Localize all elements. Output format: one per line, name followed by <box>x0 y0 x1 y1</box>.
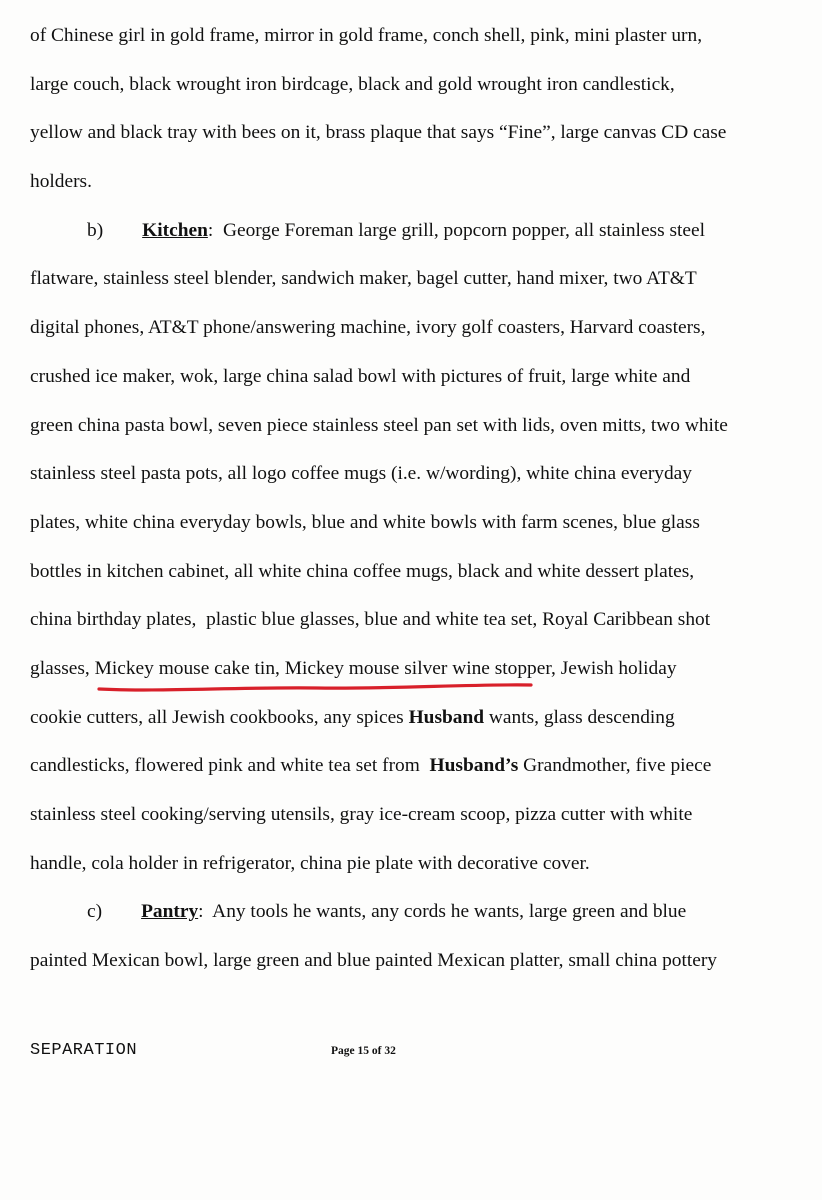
husband-bold-text: Husband <box>408 706 485 728</box>
kitchen-line: digital phones, AT&T phone/answering machine, ivory golf coasters, Harvard coasters, <box>30 317 706 339</box>
kitchen-line: flatware, stainless steel blender, sandwich maker, bagel cutter, hand mixer, two AT&T <box>30 268 697 290</box>
kitchen-heading-line <box>30 207 805 256</box>
body-line: yellow and black tray with bees on it, brass plaque that says “Fine”, large canvas CD case <box>30 122 727 144</box>
body-line: holders. <box>30 171 92 193</box>
kitchen-line: crushed ice maker, wok, large china salad bowl with pictures of fruit, large white and <box>30 365 691 387</box>
kitchen-line-husband <box>30 694 805 743</box>
kitchen-line-husband-grandmother <box>30 742 805 791</box>
pantry-heading-colon: : <box>198 901 204 923</box>
kitchen-heading-colon: : <box>207 219 214 241</box>
pantry-label: c) <box>87 901 103 923</box>
kitchen-line-segment: Grandmother, five piece <box>518 755 712 777</box>
kitchen-line-segment: candlesticks, flowered pink and white tea set from <box>30 755 430 777</box>
body-line: large couch, black wrought iron birdcage, black and gold wrought iron candlestick, <box>30 73 675 95</box>
body-line: of Chinese girl in gold frame, mirror in gold frame, conch shell, pink, mini plaster urn, <box>30 25 703 46</box>
pantry-heading: Pantry <box>141 901 199 923</box>
kitchen-line: green china pasta bowl, seven piece stainless steel pan set with lids, oven mitts, two white <box>30 414 728 436</box>
kitchen-line: stainless steel pasta pots, all logo coffee mugs (i.e. w/wording), white china everyday <box>30 463 692 485</box>
pantry-line: painted Mexican bowl, large green and blue painted Mexican platter, small china pottery <box>30 950 717 972</box>
kitchen-line: china birthday plates, plastic blue glasses, blue and white tea set, Royal Caribbean shot <box>30 609 711 631</box>
document-body <box>30 12 805 986</box>
kitchen-label: b) <box>87 219 104 241</box>
kitchen-line-mickey: glasses, Mickey mouse cake tin, Mickey mouse silver wine stopper, Jewish holiday <box>30 657 677 679</box>
kitchen-line: plates, white china everyday bowls, blue and white bowls with farm scenes, blue glass <box>30 511 700 533</box>
kitchen-line: handle, cola holder in refrigerator, china pie plate with decorative cover. <box>30 852 590 874</box>
footer-separation-label: SEPARATION <box>30 1041 138 1060</box>
kitchen-line: stainless steel cooking/serving utensils, gray ice-cream scoop, pizza cutter with white <box>30 804 693 825</box>
husbands-bold-text: Husband’s <box>429 755 519 777</box>
kitchen-line-segment: wants, glass descending <box>484 706 675 728</box>
kitchen-heading: Kitchen <box>142 219 208 241</box>
kitchen-line-segment: cookie cutters, all Jewish cookbooks, any spices <box>30 706 409 728</box>
pantry-heading-line <box>30 888 805 937</box>
pantry-first-line: Any tools he wants, any cords he wants, large green and blue <box>203 901 687 923</box>
kitchen-first-line: George Foreman large grill, popcorn popper, all stainless steel <box>213 219 706 241</box>
kitchen-line: bottles in kitchen cabinet, all white china coffee mugs, black and white dessert plates, <box>30 560 695 582</box>
footer-page-number: Page 15 of 32 <box>331 1045 396 1057</box>
